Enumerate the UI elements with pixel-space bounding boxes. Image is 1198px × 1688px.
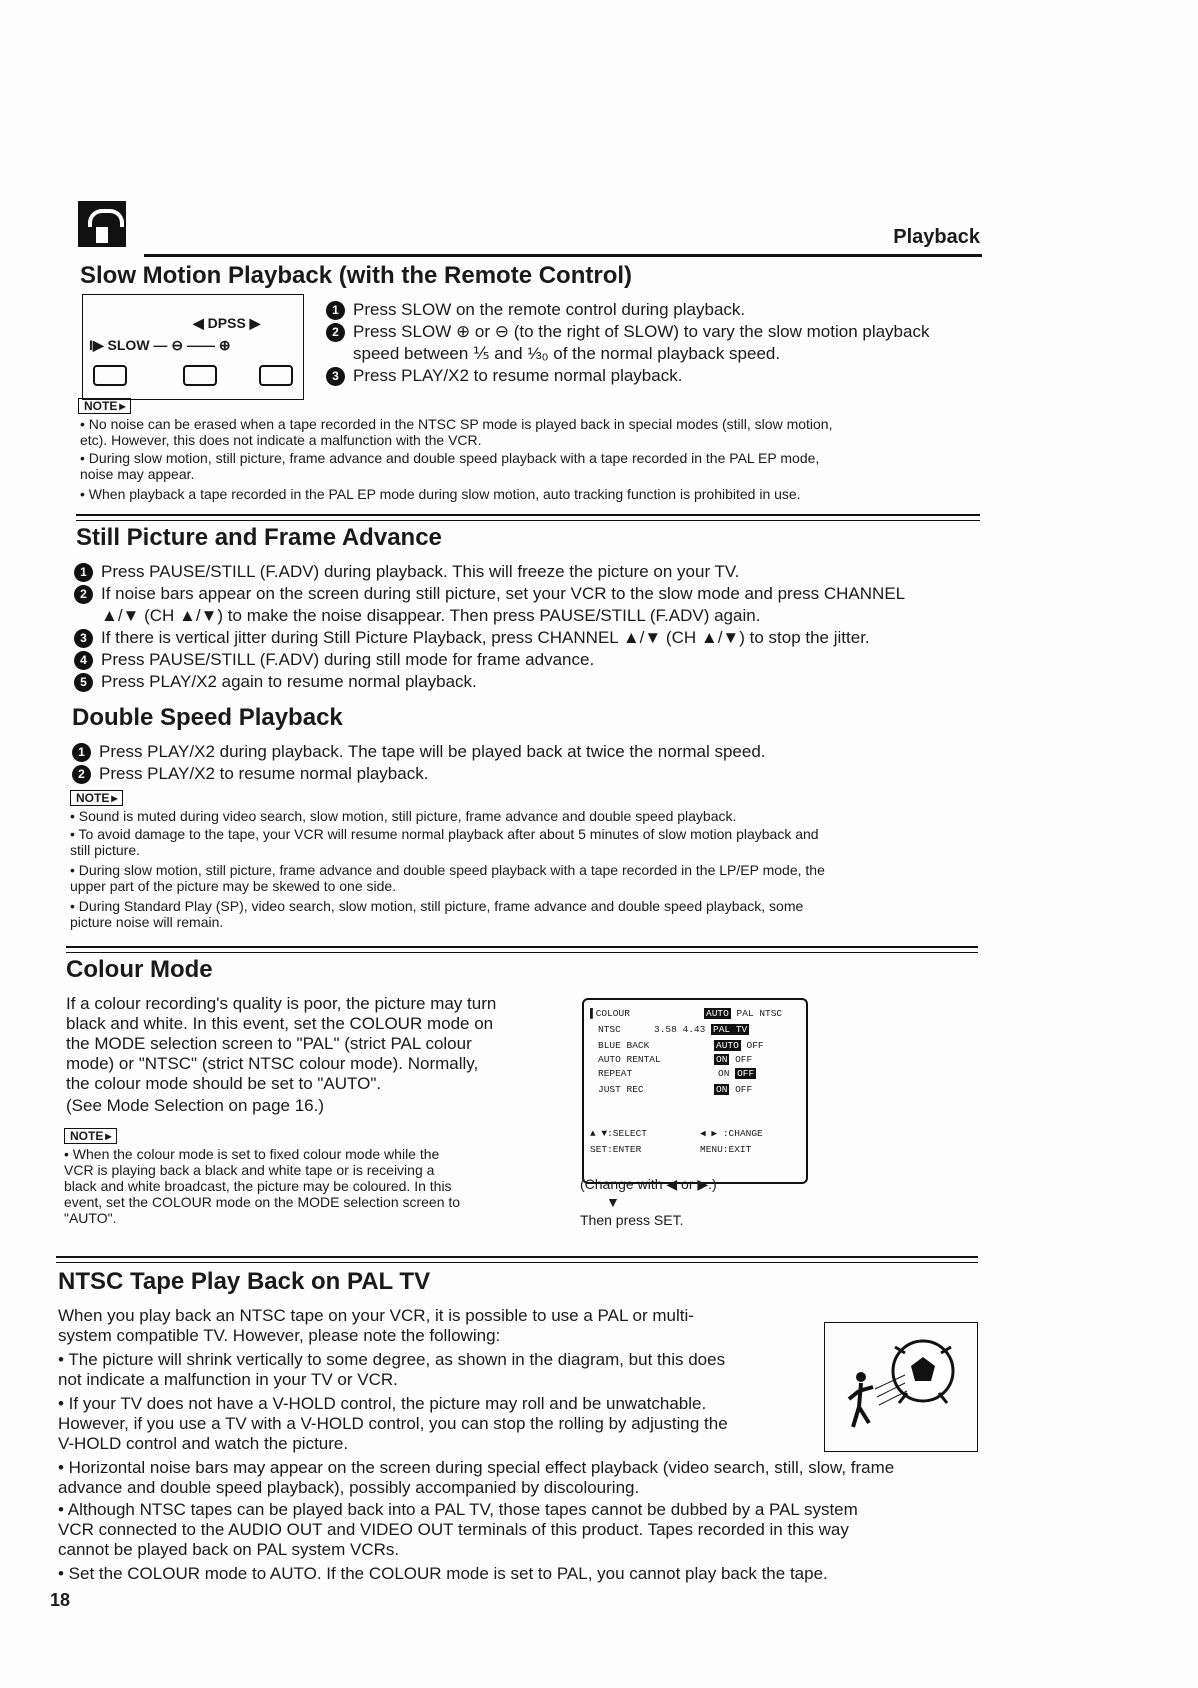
colour-para-line: the colour mode should be set to "AUTO". [66,1074,382,1093]
ntsc-line: However, if you use a TV with a V-HOLD control, you can stop the rolling by adjusting the [58,1414,728,1433]
colour-note-line: • When the colour mode is set to fixed colour mode while the [64,1146,440,1162]
still-step-5: 5 Press PLAY/X2 again to resume normal playback. [74,672,477,692]
double-note-line: • To avoid damage to the tape, your VCR will resume normal playback after about 5 minutes of slow motion playback and [70,826,819,842]
ntsc-line: VCR connected to the AUDIO OUT and VIDEO OUT terminals of this product. Tapes recorded in this way [58,1520,849,1539]
colour-note-line: "AUTO". [64,1210,117,1226]
colour-para-line: black and white. In this event, set the COLOUR mode on [66,1014,494,1033]
remote-minus-button [183,365,217,386]
double-note-line: • Sound is muted during video search, slow motion, still picture, frame advance and double speed playback. [70,808,737,824]
page-number: 18 [50,1590,71,1610]
double-speed-title: Double Speed Playback [72,704,343,731]
osd-caption: Then press SET. [580,1212,684,1228]
ntsc-line: V-HOLD control and watch the picture. [58,1434,349,1453]
osd-footer: ▲ ▼:SELECT [590,1128,648,1139]
ntsc-line: system compatible TV. However, please note the following: [58,1326,501,1345]
osd-row: REPEAT [598,1068,633,1079]
remote-plus-button [259,365,293,386]
double-step-2: 2 Press PLAY/X2 to resume normal playback. [72,764,428,784]
ntsc-line: • Set the COLOUR mode to AUTO. If the COLOUR mode is set to PAL, you cannot play back the tape. [58,1564,828,1583]
slow-note-line: etc). However, this does not indicate a malfunction with the VCR. [80,432,482,448]
remote-diagram [82,294,304,400]
slow-motion-title: Slow Motion Playback (with the Remote Control) [80,262,633,289]
double-note-line: • During slow motion, still picture, frame advance and double speed playback with a tape recorded in the LP/EP mode, the [70,862,825,878]
dpss-label: ◀ DPSS ▶ [193,315,261,331]
down-arrow-icon: ▼ [606,1194,620,1210]
ntsc-title: NTSC Tape Play Back on PAL TV [58,1268,431,1295]
still-step-3: 3 If there is vertical jitter during Still Picture Playback, press CHANNEL ▲/▼ (CH ▲/▼) to stop the jitter. [74,628,870,648]
section-rule [76,514,980,521]
section-label: Playback [893,226,980,248]
colour-mode-title: Colour Mode [66,956,213,983]
note-badge: NOTE ▸ [70,790,123,806]
section-rule [66,946,978,953]
ntsc-line: advance and double speed playback), possibly accompanied by discolouring. [58,1478,640,1497]
still-step-2: 2 If noise bars appear on the screen during still picture, set your VCR to the slow mode and press CHANNEL [74,584,905,604]
osd-row: ▌COLOUR [590,1008,630,1019]
still-picture-title: Still Picture and Frame Advance [76,524,442,551]
slow-note-line: noise may appear. [80,466,195,482]
double-note-line: picture noise will remain. [70,914,224,930]
slow-note-line: • When playback a tape recorded in the PAL EP mode during slow motion, auto tracking function is prohibited in use. [80,486,801,502]
colour-para-line: (See Mode Selection on page 16.) [66,1096,325,1115]
osd-row: NTSC [598,1024,621,1035]
osd-footer: SET:ENTER [590,1144,642,1155]
osd-row: AUTO RENTAL [598,1054,661,1065]
slow-step-1: 1 Press SLOW on the remote control during playback. [326,300,745,320]
colour-para-line: the MODE selection screen to "PAL" (strict PAL colour [66,1034,472,1053]
shrunk-picture-illustration [824,1322,978,1452]
slow-step-2: 2 Press SLOW ⊕ or ⊖ (to the right of SLOW) to vary the slow motion playback [326,322,929,342]
colour-mode-osd: ▌COLOUR AUTO PAL NTSC NTSC 3.58 4.43 PAL TV BLUE BACK AUTO OFF AUTO RENTAL ON OFF REPEAT ON OFF JUST REC ON OFF ▲ ▼:SELECT ◀ ▶ :CHANGE SET:ENTER MENU:EXIT [582,998,808,1184]
ntsc-line: • Horizontal noise bars may appear on the screen during special effect playback (video search, still, slow, frame [58,1458,895,1477]
ntsc-line: When you play back an NTSC tape on your VCR, it is possible to use a PAL or multi- [58,1306,694,1325]
double-note-line: • During Standard Play (SP), video search, slow motion, still picture, frame advance and double speed playback, some [70,898,804,914]
colour-note-line: VCR is playing back a black and white tape or is receiving a [64,1162,435,1178]
osd-footer: ◀ ▶ :CHANGE [700,1128,763,1139]
ntsc-line: • The picture will shrink vertically to some degree, as shown in the diagram, but this does [58,1350,726,1369]
slow-step-2-cont: speed between ⅕ and ⅓₀ of the normal playback speed. [353,344,781,363]
slow-label: I▶ SLOW — ⊖ —— ⊕ [89,337,231,353]
colour-note-line: event, set the COLOUR mode on the MODE selection screen to [64,1194,461,1210]
ntsc-line: not indicate a malfunction in your TV or VCR. [58,1370,398,1389]
colour-para-line: mode) or "NTSC" (strict NTSC colour mode). Normally, [66,1054,479,1073]
slow-step-3: 3 Press PLAY/X2 to resume normal playback. [326,366,682,386]
remote-slow-button [93,365,127,386]
osd-row: BLUE BACK [598,1040,650,1051]
header-rule [144,254,982,257]
slow-note-line: • During slow motion, still picture, frame advance and double speed playback with a tape recorded in the PAL EP mode, [80,450,820,466]
soccer-player-icon [825,1323,977,1451]
ntsc-line: cannot be played back on PAL system VCRs. [58,1540,400,1559]
osd-row: JUST REC [598,1084,644,1095]
note-badge: NOTE ▸ [64,1128,117,1144]
colour-note-line: black and white broadcast, the picture may be coloured. In this [64,1178,452,1194]
note-badge: NOTE ▸ [78,398,131,414]
slow-note-line: • No noise can be erased when a tape recorded in the NTSC SP mode is played back in special modes (still, slow motion, [80,416,833,432]
still-step-2-cont: ▲/▼ (CH ▲/▼) to make the noise disappear. Then press PAUSE/STILL (F.ADV) again. [101,606,761,625]
osd-footer: MENU:EXIT [700,1144,752,1155]
section-rule [56,1256,978,1263]
ntsc-line: • Although NTSC tapes can be played back into a PAL TV, those tapes cannot be dubbed by a PAL system [58,1500,858,1519]
colour-para-line: If a colour recording's quality is poor, the picture may turn [66,994,497,1013]
double-note-line: still picture. [70,842,141,858]
playback-section-icon [78,201,126,247]
still-step-4: 4 Press PAUSE/STILL (F.ADV) during still mode for frame advance. [74,650,594,670]
double-step-1: 1 Press PLAY/X2 during playback. The tape will be played back at twice the normal speed. [72,742,766,762]
still-step-1: 1 Press PAUSE/STILL (F.ADV) during playback. This will freeze the picture on your TV. [74,562,739,582]
double-note-line: upper part of the picture may be skewed to one side. [70,878,397,894]
osd-caption: (Change with ◀ or ▶.) [580,1176,717,1192]
ntsc-line: • If your TV does not have a V-HOLD control, the picture may roll and be unwatchable. [58,1394,707,1413]
